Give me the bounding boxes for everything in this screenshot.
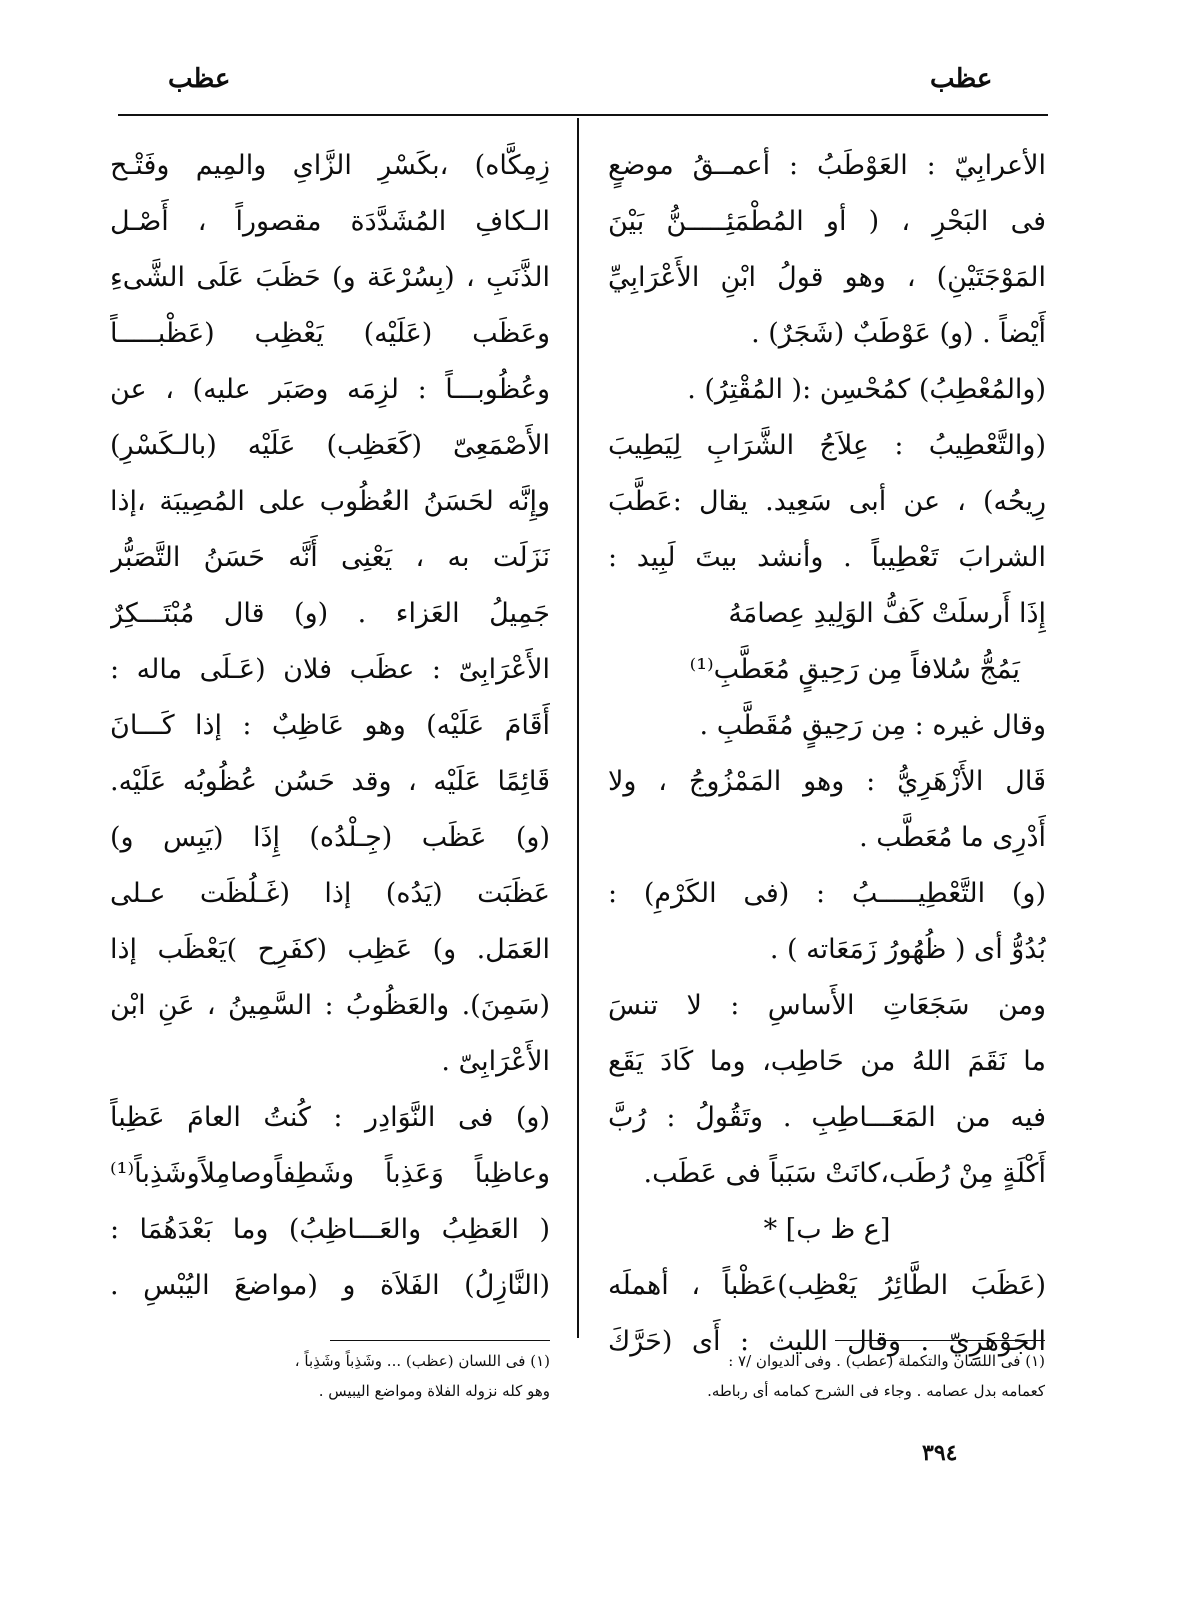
running-head-right: عظب	[930, 64, 993, 94]
header-rule	[118, 114, 1048, 116]
text-line: ما نَقَمَ اللهُ من حَاطِب، وما كَادَ يَقَع	[608, 1046, 1046, 1077]
text-line: الجَوْهَرِيّ . وقال الليث : أَى (حَرَّكَ	[608, 1326, 1046, 1357]
text-line: وقال غيره : مِن رَحِيقٍ مُقَطَّبِ .	[699, 710, 1046, 741]
text-line: نَزَلَت به ، يَعْنِى أَنَّه حَسَنُ التَّصَبُّر	[110, 542, 550, 573]
text-line: وإِنَّه لحَسَنُ العُظُوب على المُصِيبَة ،إذا	[110, 486, 550, 517]
text-line: الأعرابِيّ : العَوْطَبُ : أعمــقُ موضعٍ	[608, 150, 1046, 181]
footnote-line: وهو كله نزوله الفلاة ومواضع اليبيس .	[318, 1382, 550, 1400]
text-line: فيه من المَعَـــاطِبِ . وتَقُولُ : رُبَّ	[608, 1102, 1046, 1133]
text-line: قَال الأَزْهَرِيُّ : وهو المَمْزُوجُ ، ولا	[608, 766, 1046, 797]
text-line: (النَّازِلُ) الفَلاَة و (مواضعَ اليُبْسِ .	[110, 1270, 550, 1301]
text-line: أَدْرِى ما مُعَطَّب .	[859, 822, 1046, 853]
text-line: الأَعْرَابِىّ : عظَب فلان (عَـلَى ماله :	[110, 654, 550, 685]
text-line: زِمِكَّاه) ،بكَسْرِ الزَّاىِ والمِيم وفَتْـح	[110, 150, 550, 181]
text-line: (و) عَظَب (جِـلْدُه) إِذَا (يَبِس و)	[110, 822, 550, 853]
footnote-line: (١) فى اللسان والتكملة (عطب) . وفى الديوان /٧ :	[728, 1352, 1045, 1370]
text-line: وعُظُوبـــاً : لزِمَه وصَبَر عليه) ، عن	[110, 374, 550, 405]
text-line: (والتَّعْطِيبُ : عِلاَجُ الشَّرَابِ لِيَطِيبَ	[608, 430, 1046, 461]
left-column	[110, 138, 550, 1314]
text-line: وعَظَب (عَلَيْه) يَعْظِب (عَظْبـــــاً	[110, 318, 550, 349]
entry-heading: [ع ظ ب] *	[763, 1214, 891, 1245]
footnote-rule-left	[330, 1340, 550, 1341]
page-number: ٣٩٤	[922, 1440, 958, 1466]
text-line: عَظَبَت (يَدُه) إذا (غَـلُظَت عـلى	[110, 878, 550, 909]
column-divider	[577, 118, 579, 1338]
right-column	[608, 138, 1046, 1370]
text-line: المَوْجَتَيْنِ) ، وهو قولُ ابْنِ الأَعْرَابِيِّ	[608, 262, 1046, 293]
text-line: الأَصْمَعِىّ (كَعَظِب) عَلَيْه (بالـكَسْرِ)	[110, 430, 550, 461]
text-line: ومن سَجَعَاتِ الأَساسِ : لا تنسَ	[608, 990, 1046, 1021]
verse-line: يَمُجُّ سُلافاً مِن رَحِيقٍ مُعَطَّبِ⁽¹⁾	[689, 654, 1020, 685]
verse-line: إِذَا أَرسلَتْ كَفُّ الوَلِيدِ عِصامَهُ	[728, 598, 1046, 629]
footnote-line: كعمامه بدل عصامه . وجاء فى الشرح كمامه أى رباطه.	[707, 1382, 1045, 1400]
text-line: جَمِيلُ العَزاء . (و) قال مُبْتَـــكِرٌ	[110, 598, 550, 629]
text-line: (سَمِنَ). والعَظُوبُ : السَّمِينُ ، عَنِ ابْن	[110, 990, 550, 1021]
text-line: ( العَظِبُ والعَـــاظِبُ) وما بَعْدَهُمَا :	[110, 1214, 550, 1245]
text-line: العَمَل. و) عَظِب (كفَرِح )يَعْظَب إذا	[110, 934, 550, 965]
text-line: وعاظِباً وَعَذِباً وشَطِفاًوصامِلاًوشَذِباً⁽¹⁾	[110, 1158, 550, 1189]
text-line: أَيْضاً . (و) عَوْطَبٌ (شَجَرٌ) .	[751, 318, 1046, 349]
footnote-left	[110, 1346, 550, 1406]
text-line: قَائِمًا عَلَيْه ، وقد حَسُن عُظُوبُه عَلَيْه.	[110, 766, 550, 797]
footnote-rule-right	[835, 1340, 1045, 1341]
text-line: فى البَحْرِ ، ( أو المُطْمَئِـــــنُّ بَيْنَ	[608, 206, 1046, 237]
text-line: الأَعْرَابِىّ .	[441, 1046, 550, 1077]
text-line: أَكْلَةٍ مِنْ رُطَب،كانَتْ سَبَباً فى عَطَب.	[643, 1158, 1046, 1189]
text-line: (والمُعْطِبُ) كمُحْسِن :( المُقْتِرُ) .	[687, 374, 1046, 405]
text-line: الـكافِ المُشَدَّدَة مقصوراً ، أَصْـل	[110, 206, 550, 237]
text-line: بُدُوُّ أى ( ظُهُورُ زَمَعَاته ) .	[769, 934, 1046, 965]
text-line: (عَظَبَ الطَّائِرُ يَعْظِب)عَظْباً ، أهملَه	[608, 1270, 1046, 1301]
text-line: (و) التَّعْطِيـــــبُ : (فى الكَرْمِ) :	[608, 878, 1046, 909]
text-line: رِيحُه) ، عن أبى سَعِيد. يقال :عَطَّبَ	[608, 486, 1046, 517]
text-line: (و) فى النَّوَادِر : كُنتُ العامَ عَظِباً	[110, 1102, 550, 1133]
footnote-right	[600, 1346, 1045, 1406]
text-line: الذَّنَبِ ، (بِسُرْعَة و) حَظَبَ عَلَى الشَّىءِ	[110, 262, 550, 293]
footnote-line: (١) فى اللسان (عظب) ... وشَذِباً وشَذِباً ،	[294, 1352, 550, 1370]
running-head-left: عظب	[168, 64, 231, 94]
text-line: أَقَامَ عَلَيْه) وهو عَاظِبٌ : إذا كَـــانَ	[110, 710, 550, 741]
text-line: الشرابَ تَعْطِيباً . وأنشد بيتَ لَبِيد :	[608, 542, 1046, 573]
